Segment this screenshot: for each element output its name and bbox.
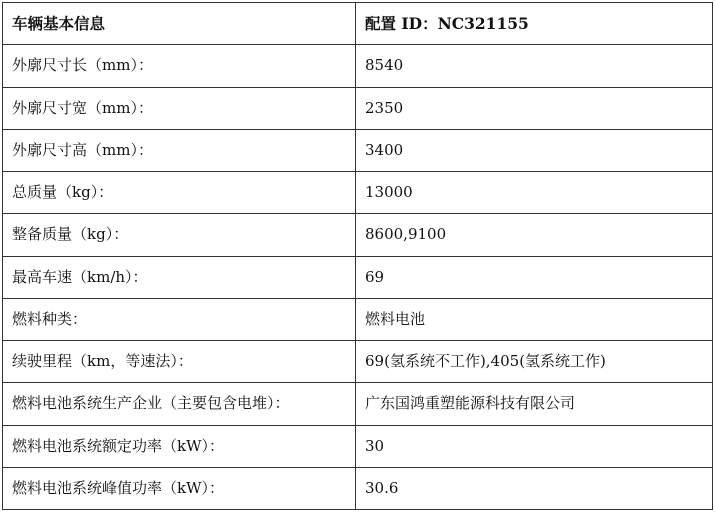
row-value: 8540 [356,45,713,87]
row-label: 总质量（kg）： [3,172,356,214]
row-value: 2350 [356,87,713,129]
row-label: 燃料电池系统生产企业（主要包含电堆）： [3,383,356,425]
table-row [3,256,713,298]
table-row [3,425,713,467]
config-id-label: 配置 ID： [365,13,438,33]
row-label: 外廓尺寸高（mm）： [3,129,356,171]
table-row [3,129,713,171]
row-value: 3400 [356,129,713,171]
vehicle-spec-table [2,2,713,510]
table-row [3,45,713,87]
row-label: 整备质量（kg）： [3,214,356,256]
row-label: 燃料电池系统额定功率（kW）： [3,425,356,467]
row-label: 最高车速（km/h）： [3,256,356,298]
row-value: 8600,9100 [356,214,713,256]
table-row [3,341,713,383]
row-value: 69 [356,256,713,298]
row-label: 外廓尺寸宽（mm）： [3,87,356,129]
table-row [3,87,713,129]
table-header-row [3,3,713,45]
row-value: 燃料电池 [356,298,713,340]
config-id-cell [356,3,713,45]
row-label: 外廓尺寸长（mm）： [3,45,356,87]
row-value: 广东国鸿重塑能源科技有限公司 [356,383,713,425]
table-row [3,172,713,214]
row-label: 续驶里程（km，等速法）： [3,341,356,383]
row-label: 燃料种类： [3,298,356,340]
row-value: 30.6 [356,467,713,509]
table-row [3,214,713,256]
row-value: 69(氢系统不工作),405(氢系统工作) [356,341,713,383]
row-value: 13000 [356,172,713,214]
table-title: 车辆基本信息 [3,3,356,45]
table-row [3,467,713,509]
table-row [3,298,713,340]
config-id-value: NC321155 [437,13,529,33]
table-row [3,383,713,425]
row-label: 燃料电池系统峰值功率（kW）： [3,467,356,509]
row-value: 30 [356,425,713,467]
